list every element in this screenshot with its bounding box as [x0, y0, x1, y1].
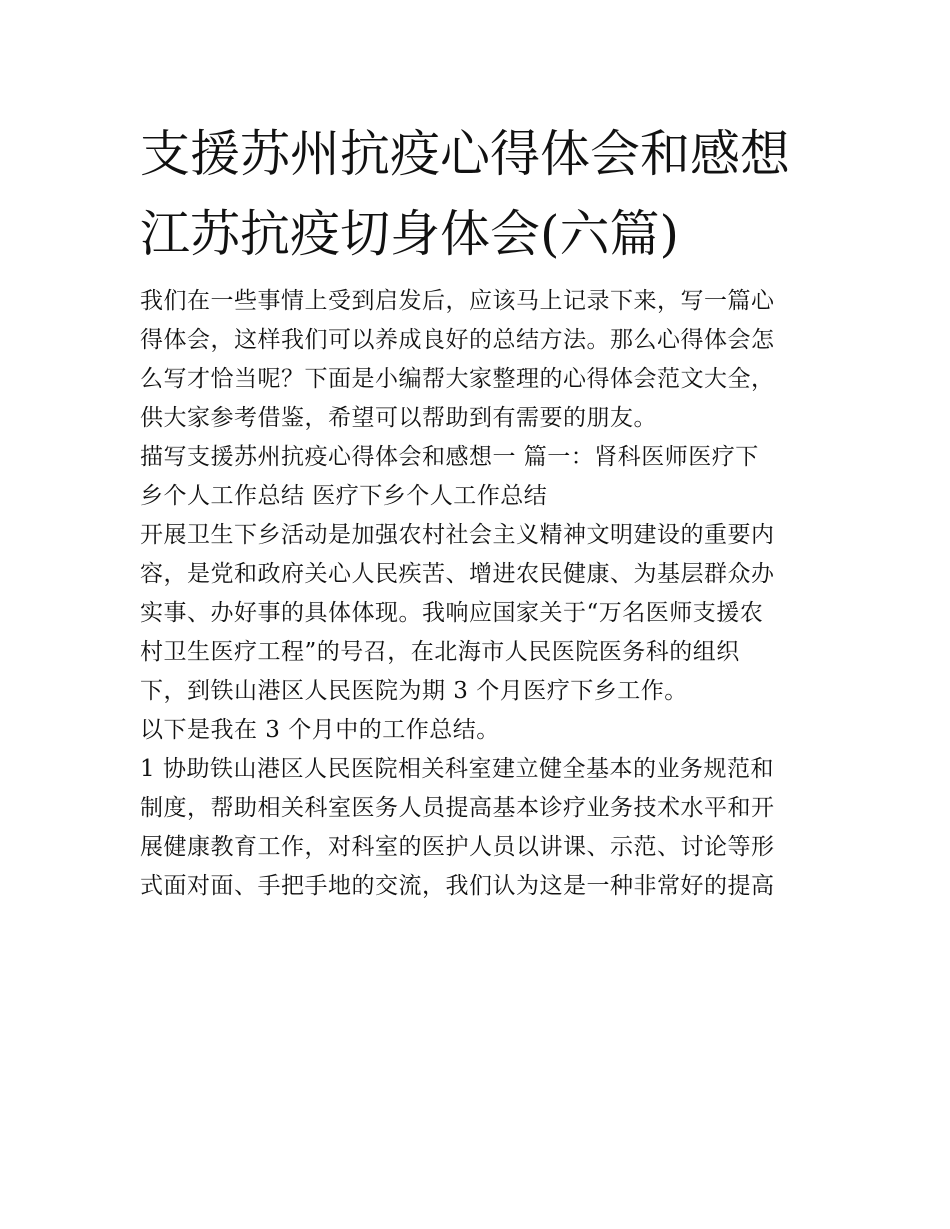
body-line: 村卫生医疗工程”的号召，在北海市人民医院医务科的组织: [140, 639, 740, 665]
body-line: 乡个人工作总结 医疗下乡个人工作总结: [140, 483, 548, 509]
body-line: 1 协助铁山港区人民医院相关科室建立健全基本的业务规范和: [140, 756, 774, 782]
title-line: 支援苏州抗疫心得体会和感想: [140, 125, 790, 183]
body-line: 容，是党和政府关心人民疾苦、增进农民健康、为基层群众办: [140, 561, 775, 587]
body-line: 实事、办好事的具体体现。我响应国家关于“万名医师支援农: [140, 600, 764, 626]
document-title: [140, 114, 830, 274]
body-line: 展健康教育工作，对科室的医护人员以讲课、示范、讨论等形: [140, 834, 775, 860]
title-line: 江苏抗疫切身体会(六篇): [140, 205, 680, 263]
document-body: [140, 282, 830, 906]
body-line: 供大家参考借鉴，希望可以帮助到有需要的朋友。: [140, 405, 657, 431]
body-line: 开展卫生下乡活动是加强农村社会主义精神文明建设的重要内: [140, 522, 775, 548]
body-line: 式面对面、手把手地的交流，我们认为这是一种非常好的提高: [140, 873, 775, 899]
body-line: 我们在一些事情上受到启发后，应该马上记录下来，写一篇心: [140, 288, 775, 314]
body-line: 制度，帮助相关科室医务人员提高基本诊疗业务技术水平和开: [140, 795, 775, 821]
body-line: 么写才恰当呢？下面是小编帮大家整理的心得体会范文大全，: [140, 366, 775, 392]
body-line: 下，到铁山港区人民医院为期 3 个月医疗下乡工作。: [140, 678, 688, 704]
body-line: 描写支援苏州抗疫心得体会和感想一 篇一：肾科医师医疗下: [140, 444, 759, 470]
body-line: 得体会，这样我们可以养成良好的总结方法。那么心得体会怎: [140, 327, 775, 353]
body-line: 以下是我在 3 个月中的工作总结。: [140, 717, 500, 743]
